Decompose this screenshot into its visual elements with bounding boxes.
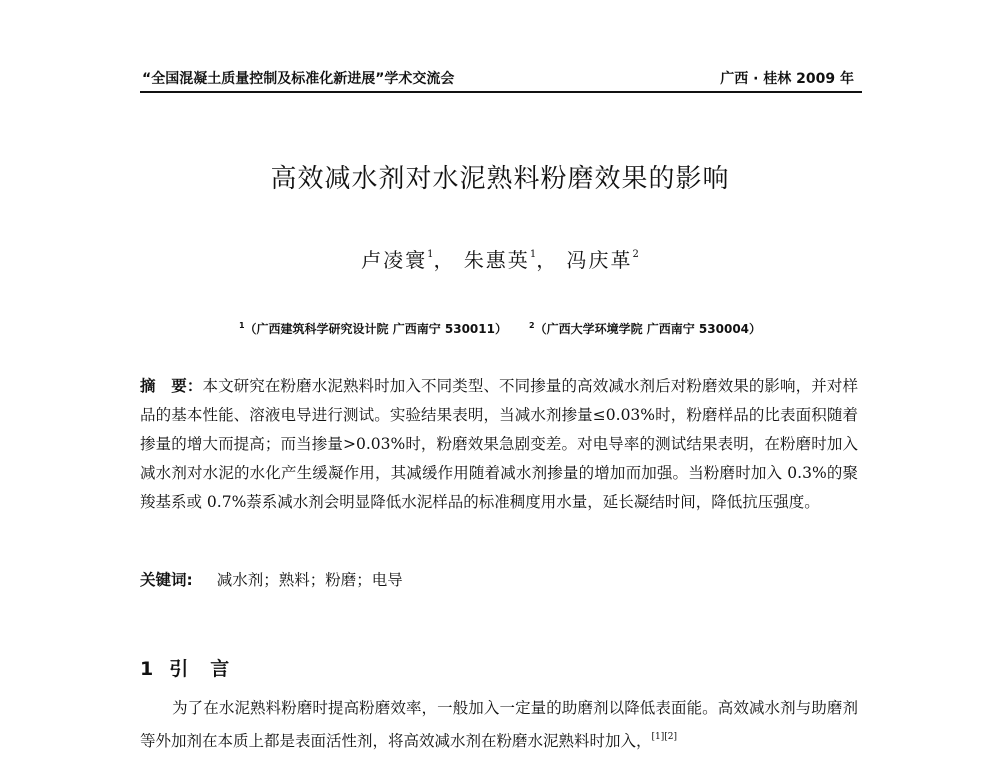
affiliation-mark: 1 — [238, 321, 245, 330]
author-name: 冯庆革 — [566, 248, 633, 272]
affiliations — [0, 320, 1000, 337]
paper-title: 高效减水剂对水泥熟料粉磨效果的影响 — [270, 164, 730, 194]
keywords-label: 关键词: — [140, 571, 193, 589]
section-title: 引言 — [169, 658, 252, 680]
section-heading — [140, 654, 251, 681]
abstract-label: 摘 要： — [140, 377, 203, 395]
affiliation-mark: 1 — [529, 249, 537, 260]
author-name: 卢凌寰 — [361, 248, 428, 272]
author-separator: ， — [433, 248, 456, 272]
conference-name: “全国混凝土质量控制及标准化新进展”学术交流会 — [142, 71, 455, 87]
affiliation-mark: 2 — [529, 321, 535, 330]
keywords — [140, 568, 403, 590]
header-rule — [140, 91, 862, 93]
author-name: 朱惠英 — [463, 248, 530, 272]
citation-ref: [1][2] — [651, 732, 678, 742]
author-separator: ， — [536, 248, 559, 272]
author-list — [0, 244, 1000, 273]
abstract-text: 本文研究在粉磨水泥熟料时加入不同类型、不同掺量的高效减水剂后对粉磨效果的影响，并对样品的基本性能、溶液电导进行测试。实验结果表明，当减水剂掺量≤0.03%时，粉磨样品的比表面积随着掺量的增大而提高；而当掺量>0.03%时，粉磨效果急剧变差。对电导率的测试结果表明，在粉磨时加入减水剂对水泥的水化产生缓凝作用，其减缓作用随着减水剂掺量的增加而加强。当粉磨时加入 0.3%的聚羧基系或 0.7%萘系减水剂会明显降低水泥样品的标准稠度用水量，延长凝结时间，降低抗压强度。 — [140, 377, 858, 511]
abstract — [140, 372, 858, 517]
keywords-text: 减水剂；熟料；粉磨；电导 — [216, 571, 403, 589]
affiliation-mark: 2 — [632, 249, 639, 260]
affiliation-text: （广西大学环境学院 广西南宁 530004） — [534, 322, 762, 336]
running-header — [140, 68, 860, 90]
location-year: 广西 · 桂林 2009 年 — [720, 71, 854, 87]
section-number: 1 — [140, 658, 154, 680]
paragraph-text: 为了在水泥熟料粉磨时提高粉磨效率，一般加入一定量的助磨剂以降低表面能。高效减水剂与助磨剂等外加剂在本质上都是表面活性剂，将高效减水剂在粉磨水泥熟料时加入， — [140, 699, 858, 750]
body-paragraph — [140, 694, 858, 756]
affiliation-mark: 1 — [427, 249, 434, 260]
affiliation-text: （广西建筑科学研究设计院 广西南宁 530011） — [244, 322, 507, 336]
